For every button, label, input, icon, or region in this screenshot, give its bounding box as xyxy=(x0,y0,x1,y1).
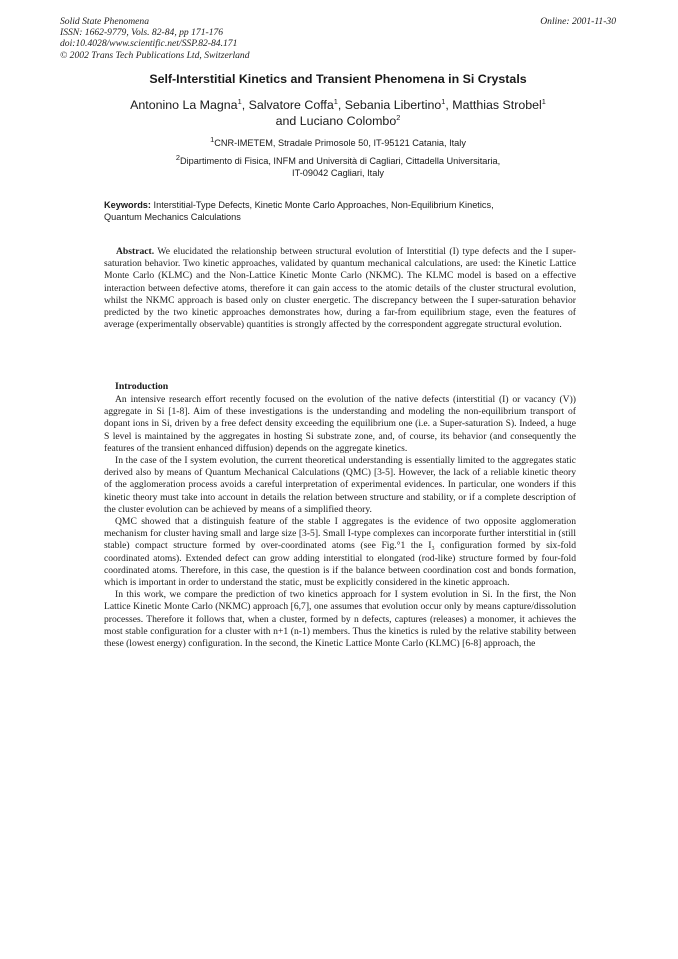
author-name: Sebania Libertino xyxy=(344,98,442,112)
keywords-block xyxy=(104,199,576,224)
affiliation-marker: 2 xyxy=(175,152,180,162)
author-list xyxy=(60,97,616,129)
online-date: Online: 2001-11-30 xyxy=(540,16,616,27)
abstract-section xyxy=(104,246,576,331)
keywords-text: Quantum Mechanics Calculations xyxy=(104,212,241,223)
keywords-label: Keywords: xyxy=(104,200,151,210)
affiliation-text: IT-09042 Cagliari, Italy xyxy=(292,168,384,179)
section-heading-introduction: Introduction xyxy=(115,381,169,392)
affiliation-marker: 1 xyxy=(441,96,446,106)
affiliation-marker: 2 xyxy=(396,112,401,122)
abstract-paragraph xyxy=(104,246,576,331)
paragraph: In this work, we compare the prediction of two kinetics approach for I system evolution in Si. In the first, the Non Lattice Kinetic Monte Carlo (NKMC) approach [6,7], one assumes that evolution occur only by means capture/dissolution processes. Therefore it follows that, when a cluster, formed by n defects, captures (releases) a monomer, it achieves the most stable configuration for a cluster with n+1 (n-1) members. Thus the kinetics is ruled by the relative stability between these (lowest energy) configuration. In the second, the Kinetic Lattice Monte Carlo (KLMC) [6-8] approach, the xyxy=(104,589,576,650)
affiliation-1 xyxy=(60,134,616,149)
author-name: Antonino La Magna xyxy=(130,98,238,112)
affiliation-marker: 1 xyxy=(541,96,546,106)
author-line-1: Antonino La Magna$^1$, Salvatore Coffa$^1$, Sebania Libertino$^1$, Matthias Strobel$^1$ xyxy=(130,96,546,112)
introduction-section xyxy=(104,394,576,650)
doi-line[interactable]: doi:10.4028/www.scientific.net/SSP.82-84.171 xyxy=(60,38,238,50)
author-name: Matthias Strobel xyxy=(452,98,542,112)
abstract-label: Abstract. xyxy=(116,246,155,257)
affiliation-2 xyxy=(60,152,616,180)
paper-title: Self-Interstitial Kinetics and Transient Phenomena in Si Crystals xyxy=(149,72,527,86)
affiliation-text: Dipartimento di Fisica, INFM and Università di Cagliari, Cittadella Universitaria, xyxy=(179,156,501,166)
journal-name: Solid State Phenomena xyxy=(60,16,149,27)
journal-header xyxy=(60,16,380,61)
affiliation-marker: 1 xyxy=(237,96,242,106)
author-conjunction: and xyxy=(275,114,297,128)
abstract-text: We elucidated the relationship between structural evolution of Interstitial (I) type defects and the I super-saturation behavior. Two kinetic approaches, validated by quantum mechanical calculations, are used: the Kinetic Lattice Monte Carlo (KLMC) and the Non-Lattice Kinetic Monte Carlo (NKMC). The KLMC model is based on a effective interaction between defective atoms, therefore it can gain access to the atomic details of the cluster structural evolution, whilst the NKMC approach is based only on cluster energetic. The discrepancy between the I super-saturation behavior predicted by the two kinetic approaches demonstrates how, during a far-from equilibrium stage, even the features of average (experimentally observable) quantities is strongly affected by the correspondent aggregate structural evolution. xyxy=(104,246,576,331)
keywords-text: Interstitial-Type Defects, Kinetic Monte Carlo Approaches, Non-Equilibrium Kinetics, xyxy=(153,200,494,210)
paragraph: An intensive research effort recently focused on the evolution of the native defects (interstitial (I) or vacancy (V)) aggregate in Si [1-8]. Aim of these investigations is the understanding and modeling the non-equilibrium transport of dopant ions in Si, driven by a free defect density exceeding the equilibrium one (i.e. a Super-saturation S). Indeed, a huge S level is maintained by the aggregates in hosting Si substrate zone, and, of course, its behavior (and consequently the features of the transient enhanced diffusion) depends on the aggregate kinetics. xyxy=(104,394,576,454)
author-name: Luciano Colombo xyxy=(299,114,397,128)
affiliation-marker: 1 xyxy=(333,96,338,106)
affiliation-text: CNR-IMETEM, Stradale Primosole 50, IT-95121 Catania, Italy xyxy=(214,138,466,148)
paragraph: QMC showed that a distinguish feature of the stable I aggregates is the evidence of two opposite agglomeration mechanism for cluster having small and large size [3-5]. Small I-type complexes can incorporate further interstitial in (still stable) compact structure formed by over-coordinated atoms (see Fig.°1 the I₃ configuration formed by six-fold coordinated atoms). Extended defect can grow adding interstitial to elongated (rod-like) structure formed by four-fold coordinated atoms. Therefore, in this case, the question is if the balance between coordination cost and bonds formation, which is important in order to understand the static, must be explicitly considered in the kinetic approach. xyxy=(104,516,576,589)
copyright-line: © 2002 Trans Tech Publications Ltd, Switzerland xyxy=(60,49,250,61)
author-line-2 xyxy=(60,113,616,129)
paragraph: In the case of the I system evolution, the current theoretical understanding is essentially limited to the aggregates static derived also by means of Quantum Mechanical Calculations (QMC) [3-5]. However, the lack of a reliable kinetic theory of the agglomeration process avoids a careful interpretation of experimental evidences. In particular, one wonders if this kinetic theory must take into account in details the relation between structure and stability, or if a complete description of the cluster evolution can be achieved by means of a simplified theory. xyxy=(104,455,576,515)
issn-line: ISSN: 1662-9779, Vols. 82-84, pp 171-176 xyxy=(60,27,224,39)
author-name: Salvatore Coffa xyxy=(248,98,334,112)
affiliation-marker: 1 xyxy=(210,134,215,144)
